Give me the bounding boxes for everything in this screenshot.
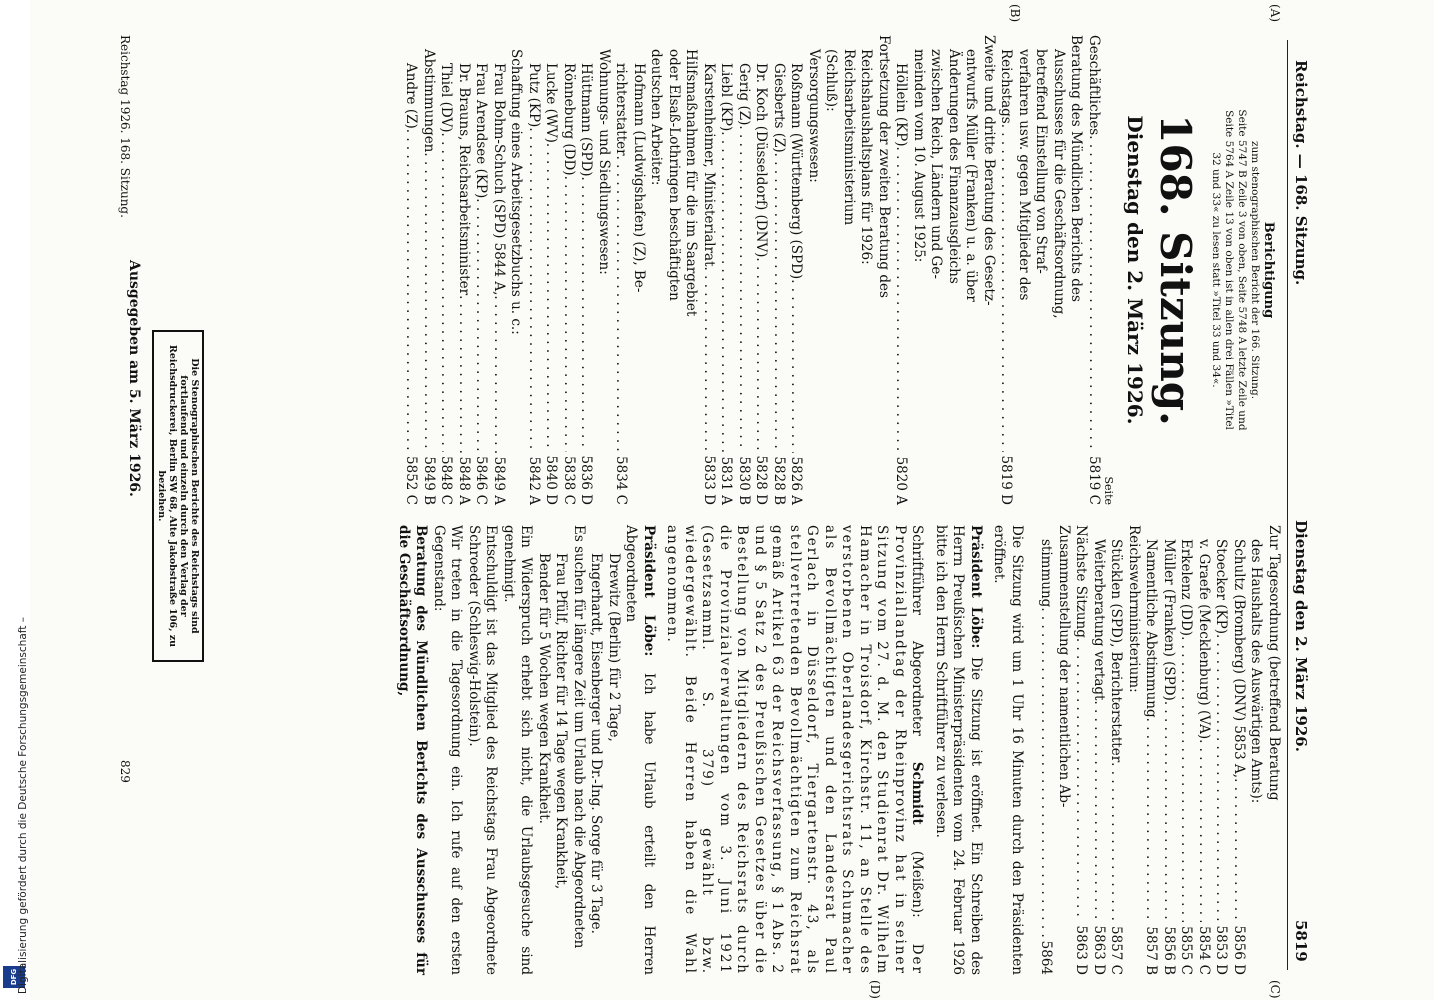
toc-entry-text: Reichsarbeitsministerium (841, 49, 857, 226)
toc-entry (577, 35, 595, 505)
toc-entry (1265, 525, 1283, 975)
toc-entry-text: Rönneburg (DD) (561, 63, 577, 176)
margin-mark-a: (A) (1268, 4, 1282, 23)
toc-entry-text: Frau Bohm-Schuch (SPD) 5844 A, (491, 63, 507, 296)
toc-page-ref: 5820 A (893, 456, 910, 505)
berichtigung-line: 32 und 33« zu lesen statt »Titel 33 und 34«. (1210, 152, 1222, 388)
berichtigung-line: zum stenographischen Bericht der 166. Sitzung. (1249, 140, 1261, 400)
toc-entry-text: Müller (Franken) (SPD) (1161, 539, 1177, 701)
toc-entry-text: zwischen Reich, Ländern und Ge- (928, 49, 945, 279)
toc-entry-text: Stücklen (SPD), Berichterstatter (1108, 539, 1125, 763)
speech-text: Ich habe Urlaub erteilt den Herren Abgeordneten (623, 525, 657, 975)
leader-dots (1107, 762, 1125, 922)
urlaub-list-item: Frau Pfülf, Richter für 14 Tage wegen Krankheit, (553, 553, 570, 890)
toc-entry (1072, 525, 1090, 975)
toc-page-ref: 5842 A (526, 456, 542, 505)
toc-entry (857, 35, 875, 505)
toc-entry-text: Roßmann (Württemberg) (SPD) (788, 63, 805, 280)
toc-entry (840, 35, 858, 505)
speech-text: Der Provinziallandtag der Rheinprovinz hat in seiner Sitzung vom 27. d. M. den Studienrat Dr. Wilhelm Hamacher in Troisdorf, Kirchstr. 11, an Stelle des verstorbenen Oberlandesgerichtsrats Schumacher als Bevollmächtigten und den Landesrat Paul Gerlach in Düsseldorf, Tiergartenstr. 43, als stellvertretenden Bevollmächtigten zum Reichsrat gemäß Artikel 63 der Reichsverfassung, § 1 Abs. 2 und § 5 Satz 2 des Preußischen Gesetzes über die Bestellung von Mitgliedern des Reichsrats durch die Provinzialverwaltungen vom 3. Juni 1921 (Gesetzsamml. S. 379) gewählt bzw. wiedergewählt. Beide Herren haben die Wahl angenommen. (664, 525, 926, 975)
toc-page-ref: 5840 D (543, 455, 560, 505)
leader-dots (420, 152, 438, 452)
session-title: 168. Sitzung. (1151, 114, 1200, 426)
toc-entry (647, 35, 665, 505)
toc-entry (630, 35, 648, 505)
toc-entry (752, 35, 770, 505)
urlaub-list-item: Drewitz (Berlin) für 2 Tage, (606, 553, 622, 742)
toc-entry-text: Liebl (KP) (718, 63, 735, 132)
toc-page-ref: 5848 C (438, 456, 455, 505)
folio-number: 829 (118, 760, 132, 783)
toc-page-ref: 5853 D (1213, 925, 1230, 975)
toc-page-ref: 5833 D (701, 455, 717, 505)
opening-paragraph: Die Sitzung wird um 1 Uhr 16 Minuten durch den Präsidenten eröffnet. (991, 525, 1025, 975)
toc-page-ref: 5834 C (613, 456, 630, 505)
toc-page-ref: 5830 B (736, 456, 752, 505)
toc-entry (1090, 525, 1108, 975)
toc-entry (1085, 35, 1103, 505)
toc-entry (1177, 525, 1195, 975)
toc-entry (875, 35, 893, 505)
berichtigung-line: Seite 5764 A Zeile 13 von oben ist in allen drei Fällen »Titel (1223, 110, 1235, 430)
toc-entry-text: Geschäftliches (1086, 35, 1102, 136)
leader-dots (752, 257, 770, 451)
toc-entry-text: (Schluß): (823, 49, 840, 112)
toc-entry (892, 35, 910, 505)
leader-dots (1212, 634, 1230, 922)
leader-dots (1195, 739, 1213, 922)
toc-entry (665, 35, 683, 505)
toc-entry (490, 35, 508, 505)
toc-page-ref: 5831 A (718, 456, 735, 505)
president-statement-1 (932, 525, 985, 975)
speaker-party: (Meißen): (909, 850, 926, 918)
urlaub-request: Es suchen für längere Zeit um Urlaub nach die Abgeordneten (571, 525, 587, 949)
toc-page-ref: 5846 C (473, 456, 490, 505)
leader-dots (1037, 607, 1055, 936)
toc-entry-text: Ausschusses für die Geschäftsordnung, (1051, 49, 1067, 319)
toc-entry-text: Frau Arendsee (KP) (473, 63, 490, 199)
running-head-date: Dienstag den 2. März 1926. (1292, 520, 1310, 752)
toc-entry-text: Lucke (WV) (543, 63, 560, 143)
toc-entry-text: Abstimmungen (421, 49, 437, 153)
urlaub-list-item: Engerhardt, Eisenberger und Dr.-Ing. Sorge für 3 Tage. (588, 553, 605, 934)
excused-member: Entschuldigt ist das Mitglied des Reichstags Frau Abgeordnete Schroeder (Schleswig-Holstein). (466, 525, 500, 975)
toc-page-ref: 5819 C (1086, 456, 1102, 505)
toc-entry (1037, 525, 1055, 975)
toc-entry-text: Dr. Koch (Düsseldorf) (DNV) (753, 63, 770, 258)
margin-mark-b: (B) (1008, 4, 1022, 23)
toc-entry-text: Putz (KP) (526, 63, 542, 128)
toc-entry (927, 35, 945, 505)
toc-entry-text: Reichstags (998, 49, 1015, 124)
toc-entry (945, 35, 963, 505)
leader-dots (1230, 778, 1248, 921)
berichtigung-line: Seite 5747 B Zeile 3 von oben, Seite 5748 A letzte Zeile und (1236, 109, 1248, 431)
toc-entry-text: Schultz (Bromberg) (DNV) 5853 A, (1231, 539, 1247, 779)
toc-entry (507, 35, 525, 505)
toc-page-ref: 5854 C (1196, 926, 1212, 975)
leader-dots (490, 295, 508, 452)
toc-entry-text: Gerig (Z) (736, 63, 752, 126)
toc-entry (682, 35, 700, 505)
toc-entry-text: Zusammenstellung der namentlichen Ab- (1056, 525, 1072, 808)
leader-dots (1090, 700, 1108, 921)
toc-page-ref: 5819 D (998, 455, 1015, 505)
toc-page-ref: 5855 C (1178, 926, 1195, 975)
toc-page-ref: 5826 A (788, 456, 805, 505)
toc-entry (437, 35, 455, 505)
toc-entry (770, 35, 788, 505)
toc-page-ref: 5849 B (421, 456, 437, 505)
leader-dots (1177, 636, 1195, 922)
toc-entry (612, 35, 630, 505)
first-item-title: Beratung des Mündlichen Berichts des Ausschusses für die Geschäftsordnung, (396, 525, 430, 975)
berichtigung-title: Berichtigung (1261, 221, 1276, 319)
toc-entry-text: Schaffung eines Arbeitsgesetzbuchs u. c.: (508, 49, 525, 335)
leader-dots (1072, 638, 1090, 922)
toc-entry-text: stimmung (1038, 539, 1055, 608)
leader-dots (577, 177, 595, 452)
toc-entry (962, 35, 980, 505)
leader-dots (1085, 135, 1103, 452)
dfg-logo: DFG (3, 966, 25, 988)
toc-entry-text: Andre (Z) (403, 63, 420, 129)
leader-dots (402, 129, 420, 452)
toc-entry-text: Hilfsmaßnahmen für die im Saargebiet (683, 49, 700, 317)
leader-dots (437, 132, 455, 452)
toc-entry (980, 35, 998, 505)
toc-page-ref: 5864 (1038, 940, 1055, 975)
toc-entry (805, 35, 823, 505)
toc-entry-text: Reichswehrministerium: (1126, 525, 1142, 693)
urlaub-list-item: Bender für 5 Wochen wegen Krankheit. (536, 553, 552, 824)
leader-dots (735, 125, 753, 452)
toc-page-ref: 5828 B (771, 456, 787, 505)
toc-entry-text: des Haushalts des Auswärtigen Amts): (1248, 539, 1265, 804)
toc-entry (1015, 35, 1033, 505)
toc-entry-text: Reichshaushaltsplans für 1926: (858, 49, 875, 265)
toc-entry (472, 35, 490, 505)
toc-page-ref: 5857 B (1143, 926, 1160, 975)
toc-entry-text: Zweite und dritte Beratung des Gesetz- (981, 35, 997, 306)
urlaub-list-1 (587, 525, 622, 975)
speaker-role: Schriftführer Abgeordneter (909, 525, 926, 736)
sidebar (0, 0, 30, 1000)
speaker-name: Schmidt (909, 761, 926, 825)
leader-dots (892, 147, 910, 453)
toc-entry (1050, 35, 1068, 505)
toc-entry-text: verfahren usw. gegen Mitglieder des (1016, 49, 1032, 301)
toc-entry-text: Namentliche Abstimmung (1143, 539, 1160, 718)
toc-page-ref: 5863 D (1091, 925, 1107, 975)
toc-entry-text: Dr. Brauns, Reichsarbeitsminister (456, 63, 472, 296)
toc-entry-text: Giesberts (Z) (771, 63, 787, 153)
toc-entry-text: Thiel (DV) (438, 63, 455, 133)
leader-dots (560, 176, 578, 452)
header-rule (1287, 40, 1288, 970)
toc-entry (525, 35, 543, 505)
leader-dots (717, 131, 735, 452)
margin-mark-d: (D) (868, 980, 882, 999)
toc-entry (1107, 525, 1125, 975)
running-head: Reichstag. — 168. Sitzung. (1292, 60, 1310, 286)
toc-entry-text: Wohnungs- und Siedlungswesen: (596, 49, 612, 275)
toc-entry-text: deutschen Arbeiter: (648, 49, 665, 186)
toc-page-ref: 5852 C (403, 456, 420, 505)
toc-entry (1195, 525, 1213, 975)
toc-entry (560, 35, 578, 505)
toc-entry (997, 35, 1015, 505)
toc-entry (787, 35, 805, 505)
toc-entry (542, 35, 560, 505)
toc-page-ref: 5856 D (1231, 925, 1247, 975)
president-statement-2 (622, 525, 657, 975)
toc-page-ref: 5856 B (1161, 926, 1177, 975)
margin-mark-c: (C) (1268, 980, 1282, 999)
urlaub-list-2 (535, 525, 570, 975)
toc-entry-text: Höllein (KP) (893, 63, 910, 147)
toc-entry (717, 35, 735, 505)
toc-entry (910, 35, 928, 505)
publisher-stamp: Die Stenographischen Berichte des Reichstags sind fortlaufend und einzeln durch den Verlag der Reichsdruckerei, Berlin SW 68, Alte Jakobstraße 106, zu beziehen. (152, 330, 204, 662)
toc-entry-text: Karstenheimer, Ministerialrat (701, 63, 717, 267)
toc-entry-text: betreffend Einstellung von Straf- (1033, 49, 1050, 274)
toc-entry (822, 35, 840, 505)
toc-entry-text: Nächste Sitzung (1073, 525, 1090, 638)
leader-dots (770, 153, 788, 453)
toc-entry-text: Weiterberatung vertagt (1091, 539, 1107, 701)
toc-entry-text: Versorgungswesen: (806, 49, 822, 183)
toc-entry (1230, 525, 1248, 975)
toc-entry (1212, 525, 1230, 975)
leader-dots (455, 295, 473, 453)
footer-source: Reichstag 1926. 168. Sitzung. (118, 35, 132, 218)
toc-entry (1067, 35, 1085, 505)
toc-entry-text: Beratung des Mündlichen Berichts des (1068, 35, 1085, 302)
toc-entry (1032, 35, 1050, 505)
toc-entry (402, 35, 420, 505)
toc-entry (1125, 525, 1143, 975)
leader-dots (542, 143, 560, 452)
toc-entry-text: Hüttmann (SPD) (578, 63, 595, 177)
speaker-name: Präsident Löbe: (641, 525, 657, 657)
toc-entry-text: Erkelenz (DD) (1178, 539, 1195, 637)
session-date: Dienstag den 2. März 1926. (1123, 115, 1147, 425)
leader-dots (1142, 718, 1160, 923)
no-objection: Ein Widerspruch erhebt sich nicht, die Urlaubsgesuche sind genehmigt. (501, 525, 535, 975)
toc-entry-text: Änderungen des Finanzausgleichs (946, 49, 962, 284)
toc-entry-text: meinden vom 10. August 1925: (911, 49, 927, 263)
toc-entry-text: v. Graefe (Mecklenburg) (VA) (1196, 539, 1212, 740)
leader-dots (612, 156, 630, 452)
toc-entry (700, 35, 718, 505)
page-number: 5819 (1292, 920, 1310, 962)
funding-credit: Digitalisierung gefördert durch die Deutsche Forschungsgemeinschaft – (17, 617, 29, 994)
toc-page-ref: 5828 D (753, 455, 770, 505)
issue-date: Ausgegeben am 5. März 1926. (126, 260, 142, 497)
toc-page-ref: 5849 A (491, 456, 507, 505)
toc-page-ref: 5836 D (578, 455, 595, 505)
toc-entry-text: Fortsetzung der zweiten Beratung des (876, 35, 892, 298)
toc-page-ref: 5848 A (456, 456, 472, 505)
leader-dots (787, 279, 805, 452)
secretary-statement (663, 525, 926, 975)
toc-entry (455, 35, 473, 505)
toc-entry-text: oder Elsaß-Lothringen beschäftigten (666, 49, 682, 301)
leader-dots (997, 124, 1015, 452)
berichtigung-notice (1209, 35, 1261, 505)
leader-dots (472, 198, 490, 452)
toc-entry (420, 35, 438, 505)
toc-entry-text: richterstatter (613, 63, 630, 156)
rotated-document-page (90, 0, 1322, 1000)
seite-label: Seite (1102, 476, 1115, 505)
toc-entry-text: entwurfs Müller (Franken) u. a. über (963, 49, 980, 302)
agenda-entry: Wir treten in die Tagesordnung ein. Ich rufe auf den ersten Gegenstand: (431, 525, 465, 975)
speaker-name: Präsident Löbe: (968, 525, 984, 649)
speech-text: Die Sitzung ist eröffnet. Ein Schreiben des Herrn Preußischen Ministerpräsidenten vom 24. Februar 1926 bitte ich den Herrn Schriftführer zu verlesen. (933, 525, 984, 976)
toc-entry-text: Hofmann (Ludwigshafen) (Z), Be- (631, 63, 647, 293)
toc-entry (1142, 525, 1160, 975)
toc-entry (595, 35, 613, 505)
leader-dots (525, 127, 543, 452)
toc-entry (1247, 525, 1265, 975)
toc-page-ref: 5838 C (561, 456, 577, 505)
toc-entry (735, 35, 753, 505)
toc-page-ref: 5857 C (1108, 926, 1125, 975)
toc-page-ref: 5863 D (1073, 925, 1090, 975)
toc-entry (1160, 525, 1178, 975)
toc-entry (1055, 525, 1073, 975)
leader-dots (1160, 701, 1178, 923)
toc-entry-text: Zur Tagesordnung (betreffend Beratung (1266, 525, 1282, 801)
toc-entry-text: Stoecker (KP) (1213, 539, 1230, 634)
table-of-contents-right (1037, 525, 1282, 975)
right-column (395, 525, 1283, 975)
table-of-contents-left (402, 35, 1102, 505)
leader-dots (700, 267, 718, 452)
left-column (402, 35, 1282, 505)
